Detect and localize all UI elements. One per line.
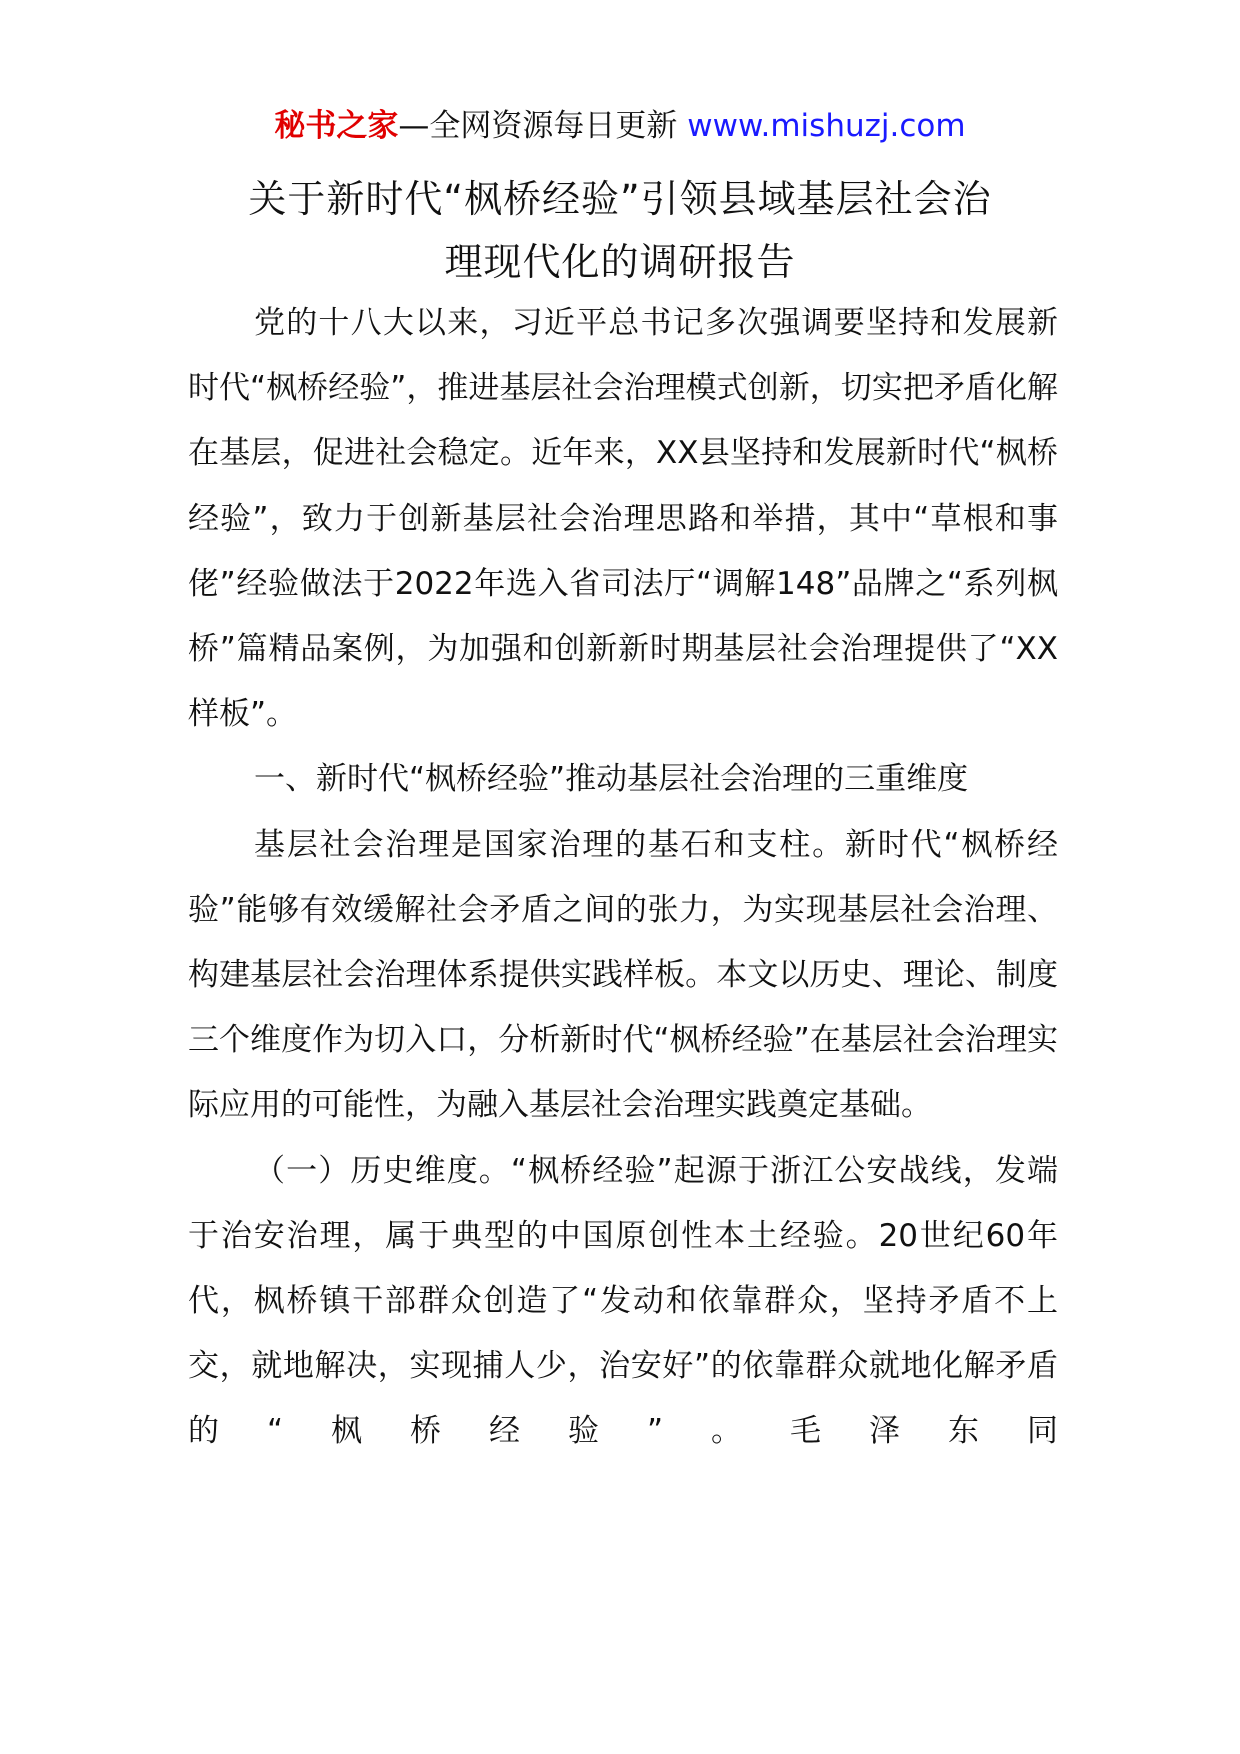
document-title-line-1: 关于新时代“枫桥经验”引领县域基层社会治 xyxy=(248,177,992,221)
document-title-line-2: 理现代化的调研报告 xyxy=(444,240,796,284)
site-brand: 秘书之家 xyxy=(274,108,399,144)
document-title xyxy=(150,168,1090,294)
history-dimension-paragraph: （一）历史维度。“枫桥经验”起源于浙江公安战线，发端于治安治理，属于典型的中国原创性本土经验。20世纪60年代，枫桥镇干部群众创造了“发动和依靠群众，坚持矛盾不上交，就地解决，实现捕人少，治安好”的依靠群众就地化解矛盾的“枫桥经验”。毛泽东同 xyxy=(188,1152,1058,1450)
document-body xyxy=(188,291,1058,1465)
section-1-paragraph: 基层社会治理是国家治理的基石和支柱。新时代“枫桥经验”能够有效缓解社会矛盾之间的张力，为实现基层社会治理、构建基层社会治理体系提供实践样板。本文以历史、理论、制度三个维度作为切入口，分析新时代“枫桥经验”在基层社会治理实际应用的可能性，为融入基层社会治理实践奠定基础。 xyxy=(188,826,1058,1124)
site-url-link[interactable]: www.mishuzj.com xyxy=(687,108,966,144)
section-heading-1: 一、新时代“枫桥经验”推动基层社会治理的三重维度 xyxy=(254,761,969,798)
site-tagline: —全网资源每日更新 xyxy=(398,108,678,144)
site-header xyxy=(0,104,1240,148)
intro-paragraph: 党的十八大以来，习近平总书记多次强调要坚持和发展新时代“枫桥经验”，推进基层社会治理模式创新，切实把矛盾化解在基层，促进社会稳定。近年来，XX县坚持和发展新时代“枫桥经验”，致力于创新基层社会治理思路和举措，其中“草根和事佬”经验做法于2022年选入省司法厅“调解148”品牌之“系列枫桥”篇精品案例，为加强和创新新时期基层社会治理提供了“XX样板”。 xyxy=(188,305,1058,733)
